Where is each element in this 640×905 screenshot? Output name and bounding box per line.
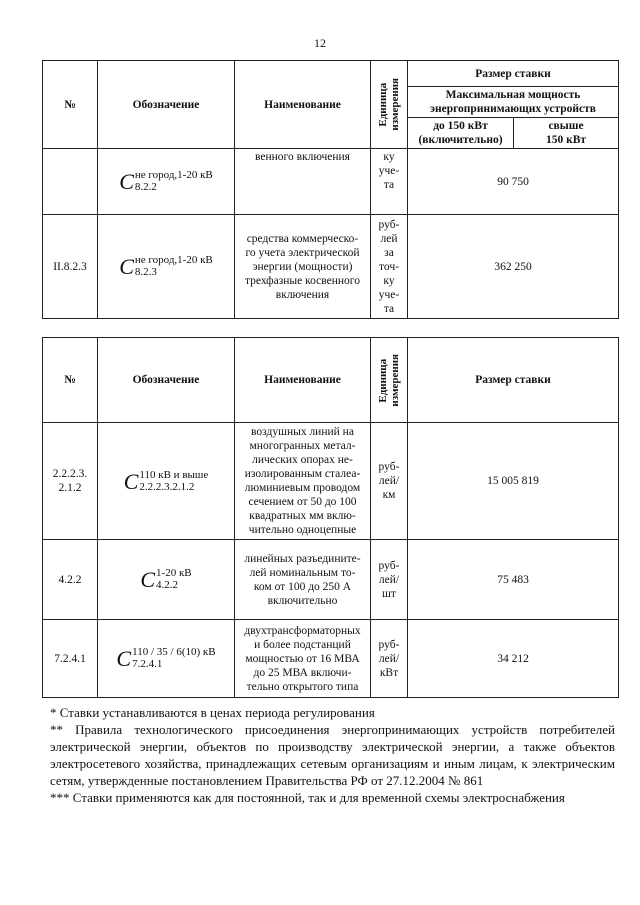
row-unit: руб- лей/ км <box>371 423 408 540</box>
row-designation <box>98 149 235 215</box>
rate-symbol-letter: C <box>123 468 139 494</box>
header-up-to-150: до 150 кВт (включительно) <box>408 118 514 149</box>
header-unit-label: Единица измерения <box>377 353 401 407</box>
row-rate-value: 34 212 <box>408 620 619 698</box>
rate-symbol <box>119 170 213 193</box>
rate-symbol-superscript: не город,1-20 кВ <box>134 254 213 266</box>
header-unit <box>371 338 408 423</box>
row-name: линейных разъедините- лей номинальным то- ком от 100 до 250 А включительно <box>235 540 371 620</box>
row-unit: ку уче- та <box>371 149 408 215</box>
rate-symbol-subscript: 2.2.2.3.2.1.2 <box>139 480 195 493</box>
header-designation: Обозначение <box>98 338 235 423</box>
rate-symbol <box>140 568 191 591</box>
header-max-power: Максимальная мощность энергопринимающих устройств <box>408 87 619 118</box>
row-rate-value: 15 005 819 <box>408 423 619 540</box>
row-designation <box>98 540 235 620</box>
header-unit <box>371 61 408 149</box>
header-unit-label: Единица измерения <box>377 78 401 131</box>
rate-symbol <box>116 647 215 670</box>
rate-symbol-subscript: 4.2.2 <box>156 579 179 591</box>
rate-symbol-superscript: 1-20 кВ <box>156 567 192 579</box>
rates-table-bottom <box>42 337 619 698</box>
footnote-2: ** Правила технологического присоединения энергопринимающих устройств потребителей электрической энергии, объектов по производству электрической энергии, а также объектов электросетевого хозяйства, принадлежащих сетевым организациям и иным лицам, к электрическим сетям, утвержденные постановлением Правительства РФ от 27.12.2004 № 861 <box>50 722 615 788</box>
header-rate-size: Размер ставки <box>408 338 619 423</box>
rate-symbol <box>124 470 209 493</box>
rate-symbol-letter: C <box>140 567 156 592</box>
row-name: венного включения <box>235 149 371 215</box>
row-num: 4.2.2 <box>43 540 98 620</box>
row-designation <box>98 620 235 698</box>
row-num: II.8.2.3 <box>43 215 98 319</box>
rate-symbol-superscript: 110 кВ и выше <box>139 468 209 481</box>
footnotes <box>50 704 615 806</box>
rate-symbol-letter: C <box>119 254 134 279</box>
page-number: 12 <box>314 36 326 50</box>
header-name: Наименование <box>235 61 371 149</box>
row-num: 2.2.2.3. 2.1.2 <box>43 423 98 540</box>
footnote-1: * Ставки устанавливаются в ценах периода регулирования <box>50 705 375 720</box>
row-designation <box>98 423 235 540</box>
header-rate-size: Размер ставки <box>408 61 619 87</box>
header-name: Наименование <box>235 338 371 423</box>
row-num: 7.2.4.1 <box>43 620 98 698</box>
row-unit: руб- лей/ шт <box>371 540 408 620</box>
rate-symbol-subscript: 8.2.2 <box>134 181 157 193</box>
row-unit: руб- лей/ кВт <box>371 620 408 698</box>
header-num: № <box>43 61 98 149</box>
row-name: двухтрансформаторных и более подстанций мощностью от 16 МВА до 25 МВА включи- тельно открытого типа <box>235 620 371 698</box>
rate-symbol-subscript: 7.2.4.1 <box>132 658 163 670</box>
row-num <box>43 149 98 215</box>
row-unit: руб- лей за точ- ку уче- та <box>371 215 408 319</box>
rate-symbol-letter: C <box>119 169 134 194</box>
rate-symbol <box>119 255 213 278</box>
rate-symbol-superscript: 110 / 35 / 6(10) кВ <box>132 646 216 658</box>
rate-symbol-subscript: 8.2.3 <box>134 266 157 278</box>
row-rate-value: 362 250 <box>408 215 619 319</box>
header-num: № <box>43 338 98 423</box>
header-designation: Обозначение <box>98 61 235 149</box>
row-rate-value: 90 750 <box>408 149 619 215</box>
footnote-3: *** Ставки применяются как для постоянной, так и для временной схемы электроснабжения <box>50 790 565 805</box>
rates-table-top <box>42 60 619 319</box>
row-designation <box>98 215 235 319</box>
row-rate-value: 75 483 <box>408 540 619 620</box>
row-name: воздушных линий на многогранных метал- лических опорах не- изолированным сталеа- люминиевым проводом сечением от 50 до 100 квадратных мм вклю- чительно одноцепные <box>235 423 371 540</box>
row-name: средства коммерческо- го учета электрической энергии (мощности) трехфазные косвенного включения <box>235 215 371 319</box>
rate-symbol-letter: C <box>116 646 132 671</box>
rate-symbol-superscript: не город,1-20 кВ <box>134 169 213 181</box>
header-over-150: свыше 150 кВт <box>514 118 619 149</box>
